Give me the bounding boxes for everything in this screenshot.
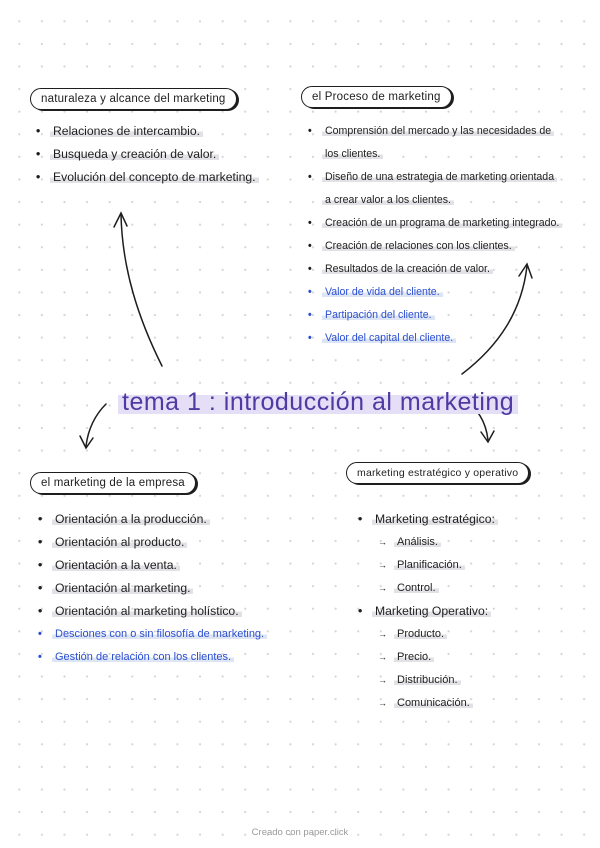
list-item: • Orientación a la venta. <box>52 554 267 577</box>
bullet-icon: • <box>308 263 312 275</box>
section-title-naturaleza: naturaleza y alcance del marketing <box>30 88 237 110</box>
list-item: los clientes. <box>322 143 562 166</box>
arrow-to-bottom-left <box>86 404 106 446</box>
list-item: → Análisis. <box>372 531 498 554</box>
list-estrategico <box>358 508 498 715</box>
bullet-icon: • <box>308 125 312 137</box>
list-item: • Partipación del cliente. <box>322 304 562 327</box>
list-item: • Valor del capital del cliente. <box>322 327 562 350</box>
arrow-right-icon: → <box>378 537 387 547</box>
bullet-icon: • <box>36 147 41 161</box>
page-title: tema 1 : introducción al marketing <box>118 388 518 417</box>
list-item: • Comprensión del mercado y las necesidades de <box>322 120 562 143</box>
list-item: • Resultados de la creación de valor. <box>322 258 562 281</box>
arrow-right-icon: → <box>378 629 387 639</box>
bullet-icon: • <box>38 581 43 595</box>
list-item: • Orientación al producto. <box>52 531 267 554</box>
bullet-icon: • <box>38 512 43 526</box>
arrow-right-icon: → <box>378 675 387 685</box>
list-item: • Creación de un programa de marketing integrado. <box>322 212 562 235</box>
arrow-right-icon: → <box>378 652 387 662</box>
section-title-empresa: el marketing de la empresa <box>30 472 196 494</box>
bullet-icon: • <box>38 535 43 549</box>
section-title-estrategico-operativo: marketing estratégico y operativo <box>346 462 529 484</box>
bullet-icon: • <box>36 124 41 138</box>
bullet-icon: • <box>38 558 43 572</box>
bullet-icon: • <box>38 604 43 618</box>
bullet-icon: • <box>308 332 312 344</box>
list-item: • Orientación al marketing. <box>52 577 267 600</box>
arrow-right-icon: → <box>378 583 387 593</box>
list-item: • Valor de vida del cliente. <box>322 281 562 304</box>
list-item: • Creación de relaciones con los clientes. <box>322 235 562 258</box>
list-item: • Gestión de relación con los clientes. <box>52 646 267 669</box>
bullet-icon: • <box>358 512 363 526</box>
list-item: → Producto. <box>372 623 498 646</box>
bullet-icon: • <box>38 651 42 663</box>
bullet-icon: • <box>38 628 42 640</box>
list-item: → Distribución. <box>372 669 498 692</box>
bullet-icon: • <box>36 170 41 184</box>
arrow-right-icon: → <box>378 560 387 570</box>
bullet-icon: • <box>308 286 312 298</box>
list-item: • Diseño de una estrategia de marketing orientada <box>322 166 562 189</box>
footer-credit: Creado con paper.click <box>251 827 349 838</box>
list-item: → Comunicación. <box>372 692 498 715</box>
list-item: → Precio. <box>372 646 498 669</box>
list-item: • Marketing Operativo: <box>372 600 498 623</box>
bullet-icon: • <box>358 604 363 618</box>
list-naturaleza <box>36 120 259 189</box>
list-item: • Busqueda y creación de valor. <box>50 143 259 166</box>
arrow-right-icon: → <box>378 698 387 708</box>
list-item: a crear valor a los clientes. <box>322 189 562 212</box>
list-item: • Relaciones de intercambio. <box>50 120 259 143</box>
list-proceso <box>308 120 562 350</box>
bullet-icon: • <box>308 309 312 321</box>
bullet-icon: • <box>308 217 312 229</box>
bullet-icon: • <box>308 240 312 252</box>
list-item: → Control. <box>372 577 498 600</box>
list-item: • Orientación al marketing holístico. <box>52 600 267 623</box>
list-empresa <box>38 508 267 669</box>
section-title-proceso: el Proceso de marketing <box>301 86 452 108</box>
list-item: • Marketing estratégico: <box>372 508 498 531</box>
bullet-icon: • <box>308 171 312 183</box>
list-item: → Planificación. <box>372 554 498 577</box>
list-item: • Evolución del concepto de marketing. <box>50 166 259 189</box>
arrow-to-top-left <box>121 214 162 366</box>
list-item: • Desciones con o sin filosofía de marketing. <box>52 623 267 646</box>
list-item: • Orientación a la producción. <box>52 508 267 531</box>
